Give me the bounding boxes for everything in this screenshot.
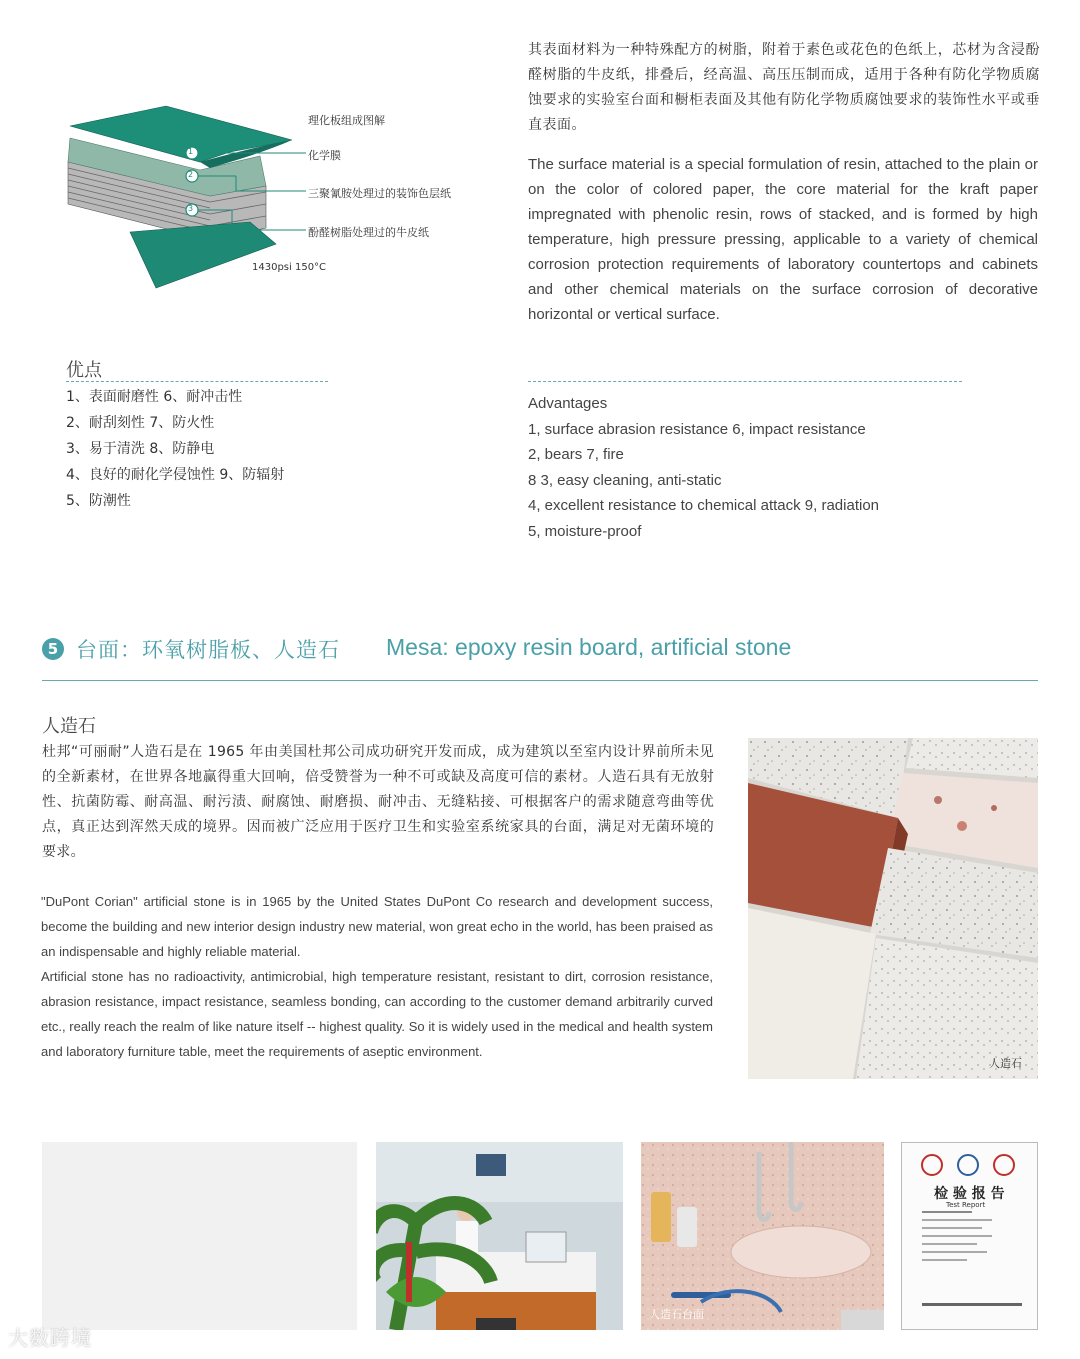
report-title: 检 验 报 告 [934, 1186, 1005, 1202]
layer2-label: 三聚氰胺处理过的装饰色层纸 [308, 187, 451, 200]
list-item: 5, moisture-proof [528, 522, 642, 540]
stone-samples-image [748, 738, 1038, 1079]
advantages-cn-title: 优点 [66, 360, 102, 381]
laminate-diagram [60, 100, 480, 300]
section-title-cn: 台面：环氧树脂板、人造石 [76, 638, 340, 662]
sink-counter-image [641, 1142, 884, 1330]
marker-3-text: 3 [188, 204, 194, 213]
stone-cn-text: 杜邦“可丽耐”人造石是在 1965 年由美国杜邦公司成功研究开发而成，成为建筑以至室内设计界前所未见的全新素材，在世界各地赢得重大回响，倍受赞誉为一种不可或缺及高度可信的素材。人造石具有无放射性、抗菌防霉、耐高温、耐污渍、耐腐蚀、耐磨损、耐冲击、无缝粘接、可根据客户的需求随意弯曲等优点，真正达到浑然天成的境界。因而被广泛应用于医疗卫生和实验室系统家具的台面，满足对无菌环境的要求。 [42, 744, 714, 860]
list-item: 2, bears 7, fire [528, 446, 624, 463]
list-item: 8 3, easy cleaning, anti-static [528, 471, 722, 489]
stone-photo-caption: 人造石 [989, 1057, 1022, 1070]
advantages-en-list [528, 391, 879, 544]
pressure-label: 1430psi 150°C [252, 262, 327, 273]
list-item: 5、防潮性 [66, 493, 131, 509]
report-subtitle: Test Report [946, 1201, 986, 1209]
section-number-badge: 5 [42, 638, 64, 660]
stone-en-text [41, 889, 713, 1064]
blank-photo-panel [42, 1142, 357, 1330]
marker-1-text: 1 [188, 147, 194, 156]
sink-counter-photo [641, 1142, 884, 1330]
layer1-label: 化学膜 [308, 149, 341, 162]
stone-en-paragraph-1: "DuPont Corian" artificial stone is in 1965 by the United States DuPont Co research and development success, become the building and new interior design industry new material, won great echo in the world, has been praised as an indispensable and highly reliable material. [41, 894, 713, 959]
stone-samples-photo [748, 738, 1038, 1079]
test-report-photo [901, 1142, 1038, 1330]
advantages-cn-list [66, 384, 284, 514]
stone-title: 人造石 [42, 716, 96, 737]
watermark-text: 大数跨境 [8, 1326, 92, 1350]
advantages-cn-divider [66, 381, 328, 382]
section-divider [42, 680, 1038, 681]
section-title-en: Mesa: epoxy resin board, artificial stone [386, 634, 792, 660]
nurse-station-image [376, 1142, 623, 1330]
list-item: 1、表面耐磨性 6、耐冲击性 [66, 389, 243, 405]
layer3-label: 酚醛树脂处理过的牛皮纸 [308, 226, 429, 239]
bottom-backing-sheet [130, 222, 276, 288]
list-item: 1, surface abrasion resistance 6, impact resistance [528, 420, 866, 438]
intro-en-text: The surface material is a special formulation of resin, attached to the plain or on the color of colored paper, the core material for the kraft paper impregnated with phenolic resin, rows of stacked, and is formed by high temperature, high pressure pressing, applicable to a variety of chemical corrosion protection requirements of laboratory countertops and cabinets and other chemical materials on the surface corrosion of decorative horizontal or vertical surface. [528, 156, 1038, 323]
marker-2-text: 2 [188, 170, 194, 179]
nurse-station-photo [376, 1142, 623, 1330]
advantages-en-title: Advantages [528, 395, 608, 412]
test-report-image [902, 1143, 1037, 1329]
intro-cn-text: 其表面材料为一种特殊配方的树脂，附着于素色或花色的色纸上，芯材为含浸酚醛树脂的牛皮纸，排叠后，经高温、高压压制而成，适用于各种有防化学物质腐蚀要求的实验室台面和橱柜表面及其他有防化学物质腐蚀要求的装饰性水平或垂直表面。 [528, 42, 1040, 133]
list-item: 2、耐刮刻性 7、防火性 [66, 415, 215, 431]
stone-en-paragraph-2: Artificial stone has no radioactivity, antimicrobial, high temperature resistant, resistant to dirt, corrosion resistance, abrasion resistance, impact resistance, seamless bonding, can according to the customer demand arbitrarily curved etc., really reach the realm of like nature itself -- highest quality. So it is widely used in the medical and health system and laboratory furniture table, meet the requirements of aseptic environment. [41, 969, 713, 1059]
list-item: 4、良好的耐化学侵蚀性 9、防辐射 [66, 467, 285, 483]
list-item: 3、易于清洗 8、防静电 [66, 441, 215, 457]
sink-photo-caption: 人造石台面 [649, 1308, 704, 1321]
list-item: 4, excellent resistance to chemical attack 9, radiation [528, 497, 880, 514]
advantages-en-divider [528, 381, 962, 382]
diagram-title: 理化板组成图解 [308, 114, 385, 127]
